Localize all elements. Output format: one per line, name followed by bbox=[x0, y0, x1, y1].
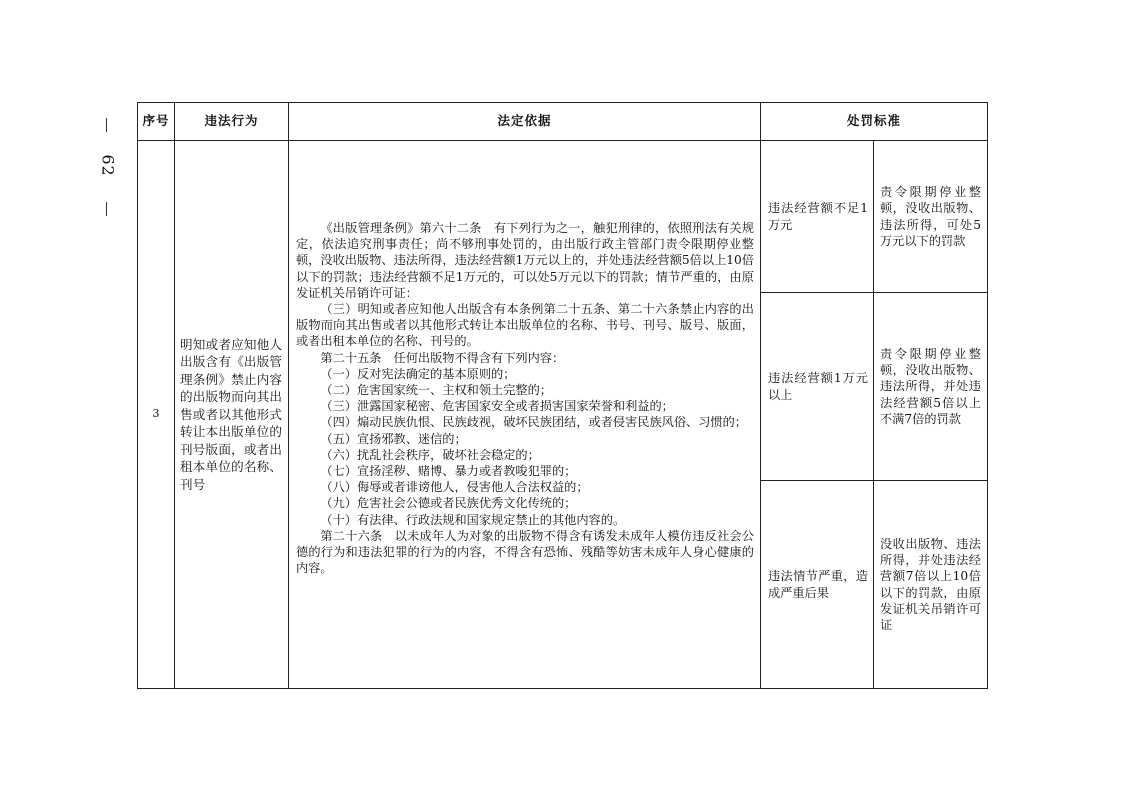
table-border-right bbox=[987, 102, 988, 689]
header-penalty: 处罚标准 bbox=[846, 113, 901, 129]
row-basis bbox=[289, 220, 760, 576]
penalty-condition-2 bbox=[761, 293, 873, 480]
row-act-cell bbox=[175, 141, 288, 688]
basis-clause-3: （三）明知或者应知他人出版含有本条例第二十五条、第二十六条禁止内容的出版物而向其出售或者以其他形式转让本出版单位的名称、书号、刊号、版号、版面，或者出租本单位的名称、刊号的。 bbox=[296, 302, 754, 349]
penalty-standard-3-text: 没收出版物、违法所得，并处违法经营额7倍以上10倍以下的罚款，由原发证机关吊销许可证 bbox=[880, 536, 981, 632]
penalty-standard-2 bbox=[874, 293, 987, 480]
basis-item-1: （一）反对宪法确定的基本原则的； bbox=[320, 366, 516, 381]
penalty-condition-3 bbox=[761, 481, 873, 688]
basis-item-4: （四）煽动民族仇恨、民族歧视，破坏民族团结，或者侵害民族风俗、习惯的； bbox=[320, 415, 747, 430]
penalty-condition-1-text: 违法经营额不足1万元 bbox=[768, 201, 868, 232]
penalty-condition-2-text: 违法经营额1万元以上 bbox=[768, 371, 868, 402]
basis-item-3: （三）泄露国家秘密、危害国家安全或者损害国家荣誉和利益的； bbox=[320, 399, 674, 414]
row-act-text: 明知或者应知他人出版含有《出版管理条例》禁止内容的出版物而向其出售或者以其他形式转让本出版单位的刊号版面，或者出租本单位的名称、刊号 bbox=[180, 336, 282, 492]
basis-item-10: （十）有法律、行政法规和国家规定禁止的其他内容的。 bbox=[320, 512, 626, 527]
basis-item-8: （八）侮辱或者诽谤他人，侵害他人合法权益的； bbox=[320, 480, 589, 495]
header-basis: 法定依据 bbox=[497, 113, 552, 129]
penalty-condition-1 bbox=[761, 141, 873, 292]
header-seq: 序号 bbox=[142, 113, 170, 129]
basis-article-62: 《出版管理条例》第六十二条 有下列行为之一，触犯刑律的，依照刑法有关规定，依法追究刑事责任；尚不够刑事处罚的，由出版行政主管部门责令限期停业整顿，没收出版物、违法所得，违法经营额1万元以上的，并处违法经营额5倍以上10倍以下的罚款；违法经营额不足1万元的，可以处5万元以下的罚款；情节严重的，由原发证机关吊销许可证： bbox=[296, 221, 754, 300]
penalty-standard-1-text: 责令限期停业整顿，没收出版物、违法所得，可处5万元以下的罚款 bbox=[880, 185, 981, 248]
basis-article-26: 第二十六条 以未成年人为对象的出版物不得含有诱发未成年人模仿违反社会公德的行为和违法犯罪的行为的内容，不得含有恐怖、残酷等妨害未成年人身心健康的内容。 bbox=[296, 528, 754, 576]
basis-article-25: 第二十五条 任何出版物不得含有下列内容： bbox=[320, 350, 565, 365]
basis-item-2: （二）危害国家统一、主权和领土完整的； bbox=[320, 383, 552, 398]
header-act: 违法行为 bbox=[204, 113, 259, 129]
row-seq: 3 bbox=[152, 407, 160, 421]
table-border-bottom bbox=[137, 688, 988, 689]
penalty-standard-3 bbox=[874, 481, 987, 688]
penalty-standard-1 bbox=[874, 141, 987, 292]
basis-item-9: （九）危害社会公德或者民族优秀文化传统的； bbox=[320, 496, 577, 511]
page-number-text: 62 bbox=[98, 154, 118, 177]
penalty-standard-2-text: 责令限期停业整顿，没收出版物、违法所得，并处违法经营额5倍以上不满7倍的罚款 bbox=[880, 346, 981, 426]
basis-item-5: （五）宣扬邪教、迷信的； bbox=[320, 431, 467, 446]
basis-item-7: （七）宣扬淫秽、赌博、暴力或者教唆犯罪的； bbox=[320, 464, 577, 479]
basis-item-6: （六）扰乱社会秩序，破坏社会稳定的； bbox=[320, 447, 540, 462]
penalty-condition-3-text: 违法情节严重，造成严重后果 bbox=[768, 569, 868, 600]
